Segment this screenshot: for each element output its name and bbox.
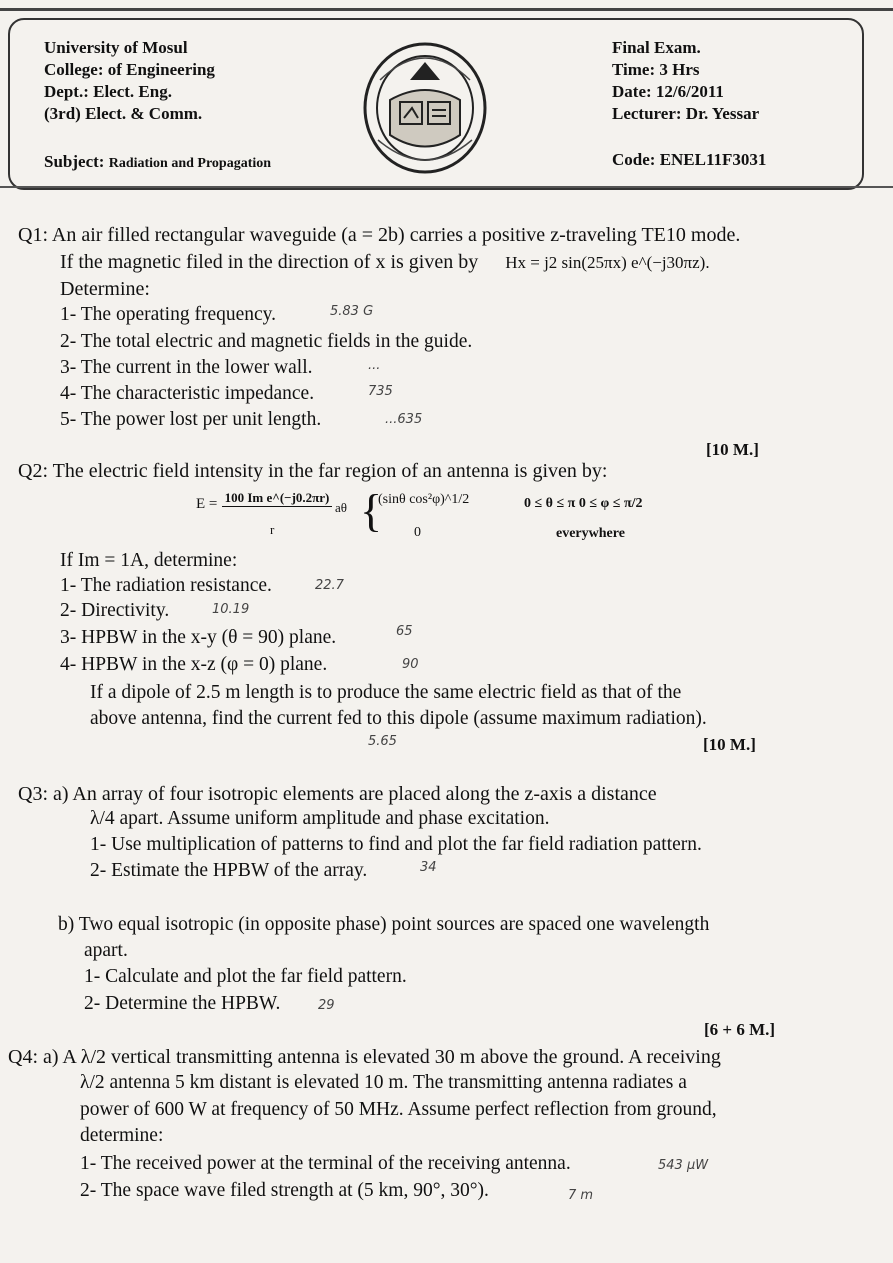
q3-b-line2: apart. (84, 940, 128, 961)
q3-a-item-1: 1- Use multiplication of patterns to find and plot the far field radiation pattern. (90, 834, 702, 855)
q1-note-4: ...635 (385, 412, 423, 427)
course-code: Code: ENEL11F3031 (612, 150, 767, 169)
q2-eq-denominator: r (270, 522, 275, 537)
lecturer: Lecturer: Dr. Yessar (612, 104, 760, 123)
class-level: (3rd) Elect. & Comm. (44, 104, 203, 123)
department: Dept.: Elect. Eng. (44, 82, 172, 101)
q3-a-line1: Q3: a) An array of four isotropic elements are placed along the z-axis a distance (18, 783, 657, 805)
q4-line4: determine: (80, 1125, 164, 1146)
q2-item-1: 1- The radiation resistance. (60, 575, 272, 596)
q2-item-4: 4- HPBW in the x-z (φ = 0) plane. (60, 654, 328, 675)
q2-field-equation (196, 496, 217, 513)
header-bottom-rule (0, 186, 893, 188)
q1-item-3: 3- The current in the lower wall. (60, 357, 313, 378)
q1-note-2: ... (368, 358, 381, 373)
q2-para-1: If a dipole of 2.5 m length is to produce the same electric field as that of the (90, 682, 682, 703)
subject-value: Radiation and Propagation (108, 156, 272, 171)
q1-note-1: 5.83 G (330, 304, 374, 319)
q4-line1: Q4: a) A λ/2 vertical transmitting antenna is elevated 30 m above the ground. A receiving (8, 1046, 721, 1068)
q2-note-5: 5.65 (368, 734, 397, 749)
q2-eq-case-2: 0 (414, 525, 421, 540)
q2-note-1: 22.7 (315, 578, 344, 593)
q1-line1: Q1: An air filled rectangular waveguide (a = 2b) carries a positive z-traveling TE10 mode. (18, 224, 741, 246)
q2-eq-case-2-range: everywhere (556, 526, 625, 541)
exam-type: Final Exam. (612, 38, 701, 57)
q2-eq-brace: { (360, 485, 383, 536)
q2-eq-unit-vector: aθ (335, 500, 347, 515)
q2-item-3: 3- HPBW in the x-y (θ = 90) plane. (60, 627, 337, 648)
college-name: College: of Engineering (44, 60, 215, 79)
q2-given: If Im = 1A, determine: (60, 550, 238, 571)
q1-note-3: 735 (368, 384, 393, 399)
q3-b-item-1: 1- Calculate and plot the far field pattern. (84, 966, 407, 987)
q3-b-line1: b) Two equal isotropic (in opposite phase) point sources are spaced one wavelength (58, 914, 710, 935)
q2-para-2: above antenna, find the current fed to this dipole (assume maximum radiation). (90, 708, 707, 729)
q3-a-item-2: 2- Estimate the HPBW of the array. (90, 860, 368, 881)
top-rule (0, 8, 893, 11)
exam-date: Date: 12/6/2011 (612, 82, 724, 101)
q1-line2 (60, 249, 710, 276)
subject-label: Subject: (44, 152, 105, 171)
q1-mark: [10 M.] (706, 440, 759, 459)
header-left-block (44, 37, 215, 125)
subject-line (44, 152, 271, 172)
q2-note-2: 10.19 (212, 602, 250, 617)
q2-eq-numerator: 100 Im e^(−j0.2πr) (222, 490, 332, 507)
q2-eq-case-1-range: 0 ≤ θ ≤ π 0 ≤ φ ≤ π/2 (524, 496, 643, 511)
q3-a-line2: λ/4 apart. Assume uniform amplitude and phase excitation. (90, 808, 550, 829)
q1-item-2: 2- The total electric and magnetic fields in the guide. (60, 331, 473, 352)
q2-eq-lhs: E = (196, 496, 218, 512)
q3-note-2: 29 (318, 998, 335, 1013)
q2-mark: [10 M.] (703, 735, 756, 754)
university-seal-logo (360, 40, 490, 176)
q2-eq-case-1: (sinθ cos²φ)^1/2 (378, 492, 470, 507)
q4-item-1: 1- The received power at the terminal of the receiving antenna. (80, 1153, 571, 1174)
q2-note-4: 90 (402, 657, 419, 672)
q4-item-2: 2- The space wave filed strength at (5 km, 90°, 30°). (80, 1180, 489, 1201)
q2-note-3: 65 (396, 624, 413, 639)
q3-note-1: 34 (420, 860, 437, 875)
q1-item-5: 5- The power lost per unit length. (60, 409, 322, 430)
q4-note-1: 543 μW (658, 1158, 709, 1173)
exam-time: Time: 3 Hrs (612, 60, 700, 79)
q1-item-4: 4- The characteristic impedance. (60, 383, 315, 404)
q4-note-2: 7 m (568, 1188, 594, 1203)
q4-line3: power of 600 W at frequency of 50 MHz. Assume perfect reflection from ground, (80, 1099, 717, 1120)
q2-item-2: 2- Directivity. (60, 600, 170, 621)
q1-field-equation: Hx = j2 sin(25πx) e^(−j30πz). (505, 253, 710, 272)
q3-mark: [6 + 6 M.] (704, 1020, 776, 1039)
q1-item-1: 1- The operating frequency. (60, 304, 277, 325)
q4-line2: λ/2 antenna 5 km distant is elevated 10 m. The transmitting antenna radiates a (80, 1072, 687, 1093)
q2-line1: Q2: The electric field intensity in the far region of an antenna is given by: (18, 460, 608, 482)
q1-determine: Determine: (60, 278, 150, 300)
university-name: University of Mosul (44, 38, 188, 57)
q1-line2-text: If the magnetic filed in the direction of x is given by (60, 251, 479, 273)
q3-b-item-2: 2- Determine the HPBW. (84, 993, 281, 1014)
header-right-block (612, 37, 759, 125)
